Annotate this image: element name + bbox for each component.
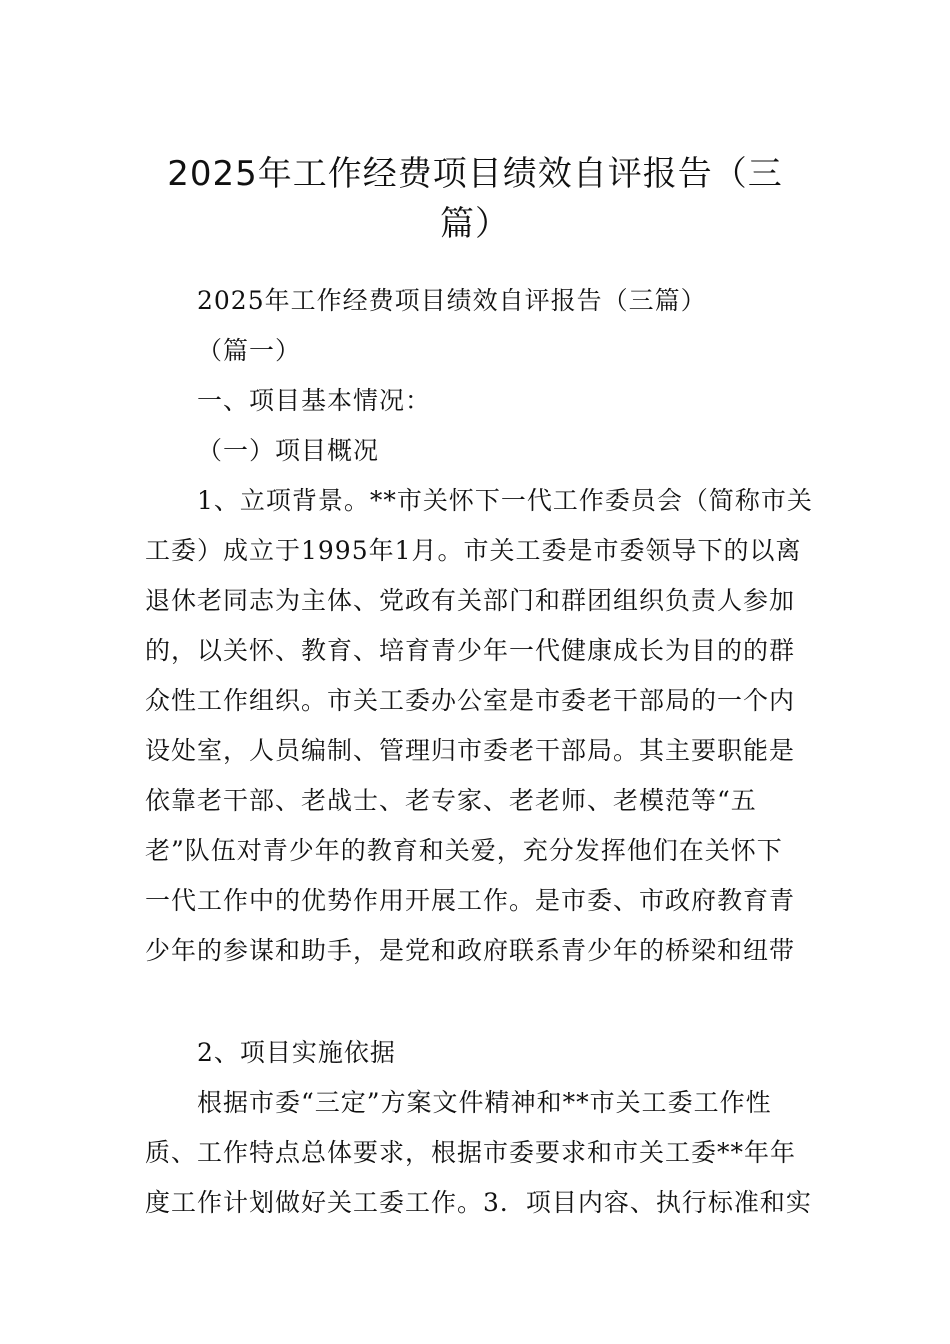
paragraph-1-line: 退休老同志为主体、党政有关部门和群团组织负责人参加 — [145, 586, 796, 615]
paragraph-1-line: 众性工作组织。市关工委办公室是市委老干部局的一个内 — [145, 686, 796, 715]
document-title — [145, 149, 805, 249]
paragraph-2-line: 质、工作特点总体要求，根据市委要求和市关工委**年年 — [145, 1138, 797, 1167]
paragraph-1-line: 的，以关怀、教育、培育青少年一代健康成长为目的的群 — [145, 636, 796, 665]
paragraph-1-line: 一代工作中的优势作用开展工作。是市委、市政府教育青 — [145, 886, 796, 915]
part-label: （篇一） — [197, 336, 302, 365]
subsection-1-heading: （一）项目概况 — [197, 436, 380, 465]
paragraph-1 — [145, 476, 815, 976]
document-subtitle: 2025年工作经费项目绩效自评报告（三篇） — [197, 286, 707, 315]
paragraph-2-line: 根据市委“三定”方案文件精神和**市关工委工作性 — [197, 1088, 772, 1117]
paragraph-1-line: 老”队伍对青少年的教育和关爱，充分发挥他们在关怀下 — [145, 836, 783, 865]
section-1-heading: 一、项目基本情况： — [197, 386, 432, 415]
paragraph-1-line: 1、立项背景。**市关怀下一代工作委员会（简称市关 — [197, 486, 813, 515]
title-line-2: 篇） — [440, 203, 510, 244]
document-body-top — [145, 276, 815, 476]
paragraph-1-line: 设处室，人员编制、管理归市委老干部局。其主要职能是 — [145, 736, 796, 765]
item-2 — [145, 1028, 815, 1228]
item-2-heading: 2、项目实施依据 — [197, 1038, 396, 1067]
paragraph-1-line: 工委）成立于1995年1月。市关工委是市委领导下的以离 — [145, 536, 802, 565]
paragraph-2-line: 度工作计划做好关工委工作。3．项目内容、执行标准和实 — [145, 1188, 812, 1217]
title-line-1: 2025年工作经费项目绩效自评报告（三 — [167, 153, 783, 194]
paragraph-1-line: 少年的参谋和助手，是党和政府联系青少年的桥梁和纽带 — [145, 936, 796, 965]
paragraph-1-line: 依靠老干部、老战士、老专家、老老师、老模范等“五 — [145, 786, 757, 815]
